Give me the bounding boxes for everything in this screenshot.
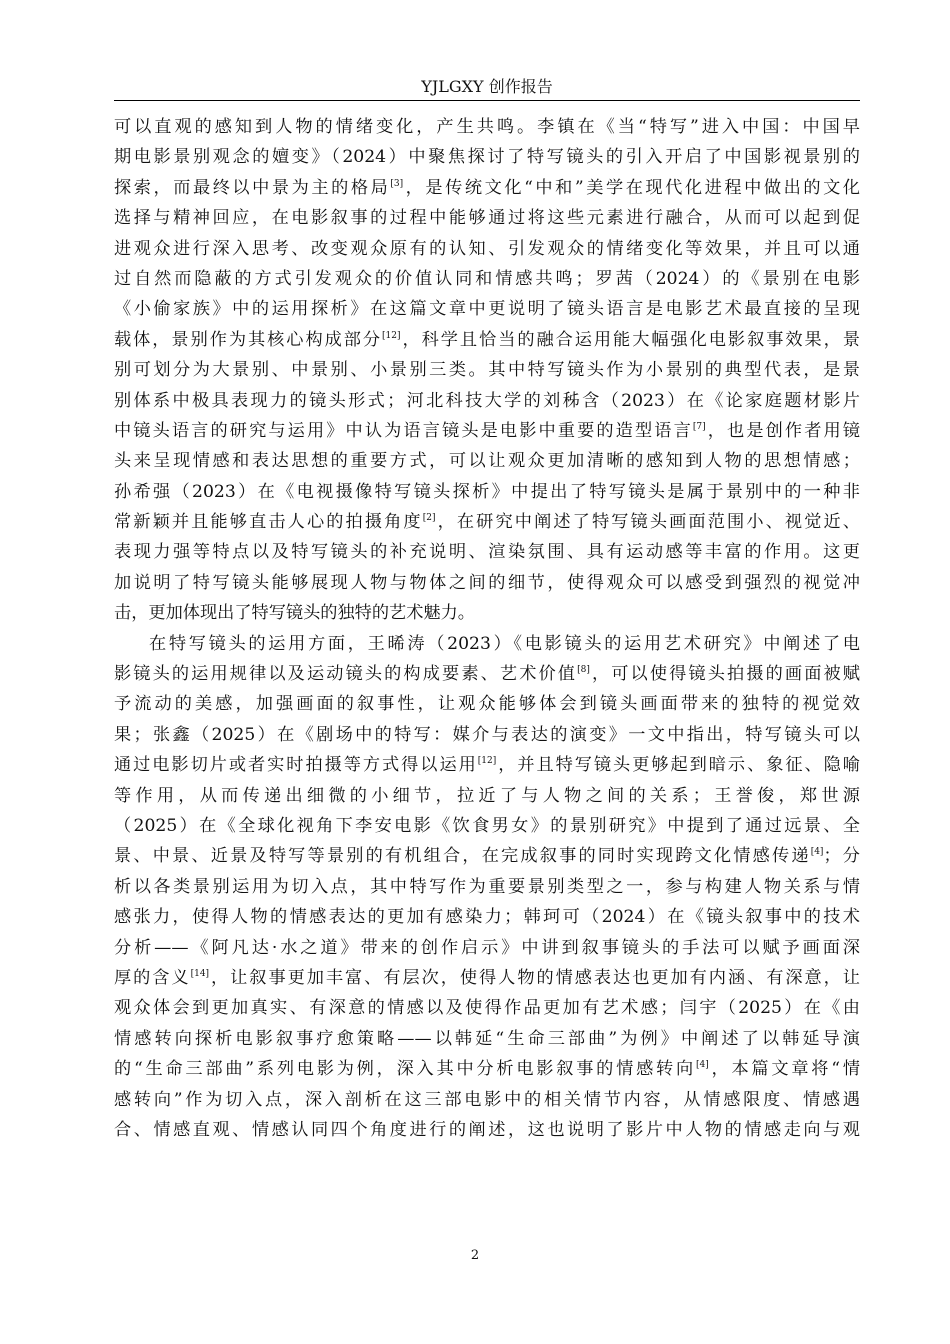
paragraph-line xyxy=(114,537,860,567)
text-segment: 可以直观的感知到人物的情绪变化，产生共鸣。李镇在《当“特写”进入中国：中国早 xyxy=(114,117,860,137)
paragraph-line xyxy=(114,325,860,355)
text-segment: 别可划分为大景别、中景别、小景别三类。其中特写镜头作为小景别的典型代表，是景 xyxy=(114,360,860,381)
text-segment: 加说明了特写镜头能够展现人物与物体之间的细节，使得观众可以感受到强烈的视觉冲 xyxy=(114,572,860,593)
citation-marker: [2] xyxy=(422,513,436,524)
text-segment: 别体系中极具表现力的镜头形式；河北科技大学的刘秭含（2023）在《论家庭题材影片 xyxy=(114,390,860,411)
paragraph-line xyxy=(114,1085,860,1115)
text-segment: 表现力强等特点以及特写镜头的补充说明、渲染氛围、具有运动感等丰富的作用。这更 xyxy=(114,542,860,563)
paragraph-line xyxy=(114,234,860,264)
citation-marker: [12] xyxy=(382,330,401,341)
citation-marker: [4] xyxy=(810,847,824,858)
text-segment: 影镜头的运用规律以及运动镜头的构成要素、艺术价值 xyxy=(114,664,578,685)
paragraph-line xyxy=(114,963,860,993)
text-segment: ，本篇文章将“情 xyxy=(708,1059,860,1080)
paragraph-line xyxy=(114,689,860,719)
text-segment: 等作用，从而传递出细微的小细节，拉近了与人物之间的关系；王誉俊，郑世源 xyxy=(114,785,860,806)
text-segment: ，是传统文化“中和”美学在现代化进程中做出的文化 xyxy=(403,177,860,198)
text-segment: ；分 xyxy=(823,846,860,867)
text-segment: 合、情感直观、情感认同四个角度进行的阐述，这也说明了影片中人物的情感走向与观 xyxy=(114,1119,860,1140)
paragraph-line xyxy=(114,142,860,172)
paragraph-line xyxy=(114,629,860,659)
text-segment: 选择与精神回应，在电影叙事的过程中能够通过将这些元素进行融合，从而可以起到促 xyxy=(114,208,860,229)
paragraph-line xyxy=(114,841,860,871)
paragraph-line xyxy=(114,993,860,1023)
text-segment: ，可以使得镜头拍摄的画面被赋 xyxy=(589,664,860,685)
text-segment: 过自然而隐蔽的方式引发观众的价值认同和情感共鸣；罗茜（2024）的《景别在电影 xyxy=(114,268,860,289)
citation-marker: [4] xyxy=(695,1060,709,1071)
paragraph-line xyxy=(114,477,860,507)
text-segment: 果；张鑫（2025）在《剧场中的特写：媒介与表达的演变》一文中指出，特写镜头可以 xyxy=(114,724,860,745)
paragraph-line xyxy=(114,173,860,203)
text-segment: ，让叙事更加丰富、有层次，使得人物的情感表达也更加有内涵、有深意，让 xyxy=(209,967,860,988)
body-text xyxy=(114,112,860,1145)
paragraph-line xyxy=(114,112,860,142)
paragraph-line xyxy=(114,203,860,233)
paragraph-line xyxy=(114,568,860,598)
text-segment: 感张力，使得人物的情感表达的更加有感染力；韩珂可（2024）在《镜头叙事中的技术 xyxy=(114,907,860,928)
paragraph-line xyxy=(114,933,860,963)
paragraph-line xyxy=(114,902,860,932)
text-segment: 孙希强（2023）在《电视摄像特写镜头探析》中提出了特写镜头是属于景别中的一种非 xyxy=(114,481,860,502)
text-segment: 的“生命三部曲”系列电影为例，深入其中分析电影叙事的情感转向 xyxy=(114,1059,696,1080)
paragraph-line xyxy=(114,1054,860,1084)
text-segment: 击，更加体现出了特写镜头的独特的艺术魅力。 xyxy=(114,603,475,624)
header-divider xyxy=(114,100,860,101)
citation-marker: [14] xyxy=(190,968,210,979)
text-segment: ，科学且恰当的融合运用能大幅强化电影叙事效果，景 xyxy=(400,329,860,350)
text-segment: 《小偷家族》中的运用探析》在这篇文章中更说明了镜头语言是电影艺术最直接的呈现 xyxy=(114,299,860,320)
text-segment: 观众体会到更加真实、有深意的情感以及使得作品更加有艺术感；闫宇（2025）在《由 xyxy=(114,998,860,1019)
text-segment: 常新颖并且能够直击人心的拍摄角度 xyxy=(114,512,423,533)
text-segment: 通过电影切片或者实时拍摄等方式得以运用 xyxy=(114,755,478,776)
text-segment: 分析——《阿凡达·水之道》带来的创作启示》中讲到叙事镜头的手法可以赋予画面深 xyxy=(114,937,860,958)
text-segment: 进观众进行深入思考、改变观众原有的认知、引发观众的情绪变化等效果，并且可以通 xyxy=(114,238,860,259)
paragraph-line xyxy=(114,507,860,537)
page-header: YJLGXY 创作报告 xyxy=(421,77,553,96)
text-segment: ，并且特写镜头更够起到暗示、象征、隐喻 xyxy=(496,755,860,776)
text-segment: （2025）在《全球化视角下李安电影《饮食男女》的景别研究》中提到了通过远景、全 xyxy=(114,815,860,836)
paragraph-line xyxy=(114,1024,860,1054)
citation-marker: [12] xyxy=(477,756,497,767)
text-segment: 头来呈现情感和表达思想的重要方式，可以让观众更加清晰的感知到人物的思想情感； xyxy=(114,451,860,472)
paragraph-line xyxy=(114,659,860,689)
text-segment: 期电影景别观念的嬗变》（2024）中聚焦探讨了特写镜头的引入开启了中国影视景别的 xyxy=(114,147,860,168)
text-segment: 感转向”作为切入点，深入剖析在这三部电影中的相关情节内容，从情感限度、情感遇 xyxy=(114,1089,860,1110)
citation-marker: [7] xyxy=(692,421,706,432)
text-segment: 中镜头语言的研究与运用》中认为语言镜头是电影中重要的造型语言 xyxy=(114,420,693,441)
paragraph-line xyxy=(114,811,860,841)
paragraph-line xyxy=(114,386,860,416)
text-segment: 载体，景别作为其核心构成部分 xyxy=(114,329,383,350)
paragraph-line xyxy=(114,294,860,324)
text-segment: 景、中景、近景及特写等景别的有机组合，在完成叙事的同时实现跨文化情感传递 xyxy=(114,846,811,867)
text-segment: 予流动的美感，加强画面的叙事性，让观众能够体会到镜头画面带来的独特的视觉效 xyxy=(114,694,860,715)
paragraph-line xyxy=(114,355,860,385)
page-number: 2 xyxy=(470,1248,480,1263)
paragraph-line xyxy=(114,416,860,446)
text-segment: ，也是创作者用镜 xyxy=(705,420,860,441)
text-segment: 探索，而最终以中景为主的格局 xyxy=(114,177,391,198)
paragraph-line xyxy=(114,750,860,780)
citation-marker: [3] xyxy=(390,178,404,189)
text-segment: 情感转向探析电影叙事疗愈策略——以韩延“生命三部曲”为例》中阐述了以韩延导演 xyxy=(114,1028,860,1049)
text-segment: 析以各类景别运用为切入点，其中特写作为重要景别类型之一，参与构建人物关系与情 xyxy=(114,876,860,897)
paragraph-line xyxy=(114,720,860,750)
paragraph-line xyxy=(114,1115,860,1145)
text-segment: 在特写镜头的运用方面，王晞涛（2023）《电影镜头的运用艺术研究》中阐述了电 xyxy=(149,633,860,654)
paragraph-line xyxy=(114,781,860,811)
paragraph-line xyxy=(114,872,860,902)
text-segment: ，在研究中阐述了特写镜头画面范围小、视觉近、 xyxy=(435,512,860,533)
paragraph-line xyxy=(114,446,860,476)
citation-marker: [8] xyxy=(577,665,590,676)
paragraph-line xyxy=(114,598,860,628)
paragraph-line xyxy=(114,264,860,294)
text-segment: 厚的含义 xyxy=(114,967,191,988)
